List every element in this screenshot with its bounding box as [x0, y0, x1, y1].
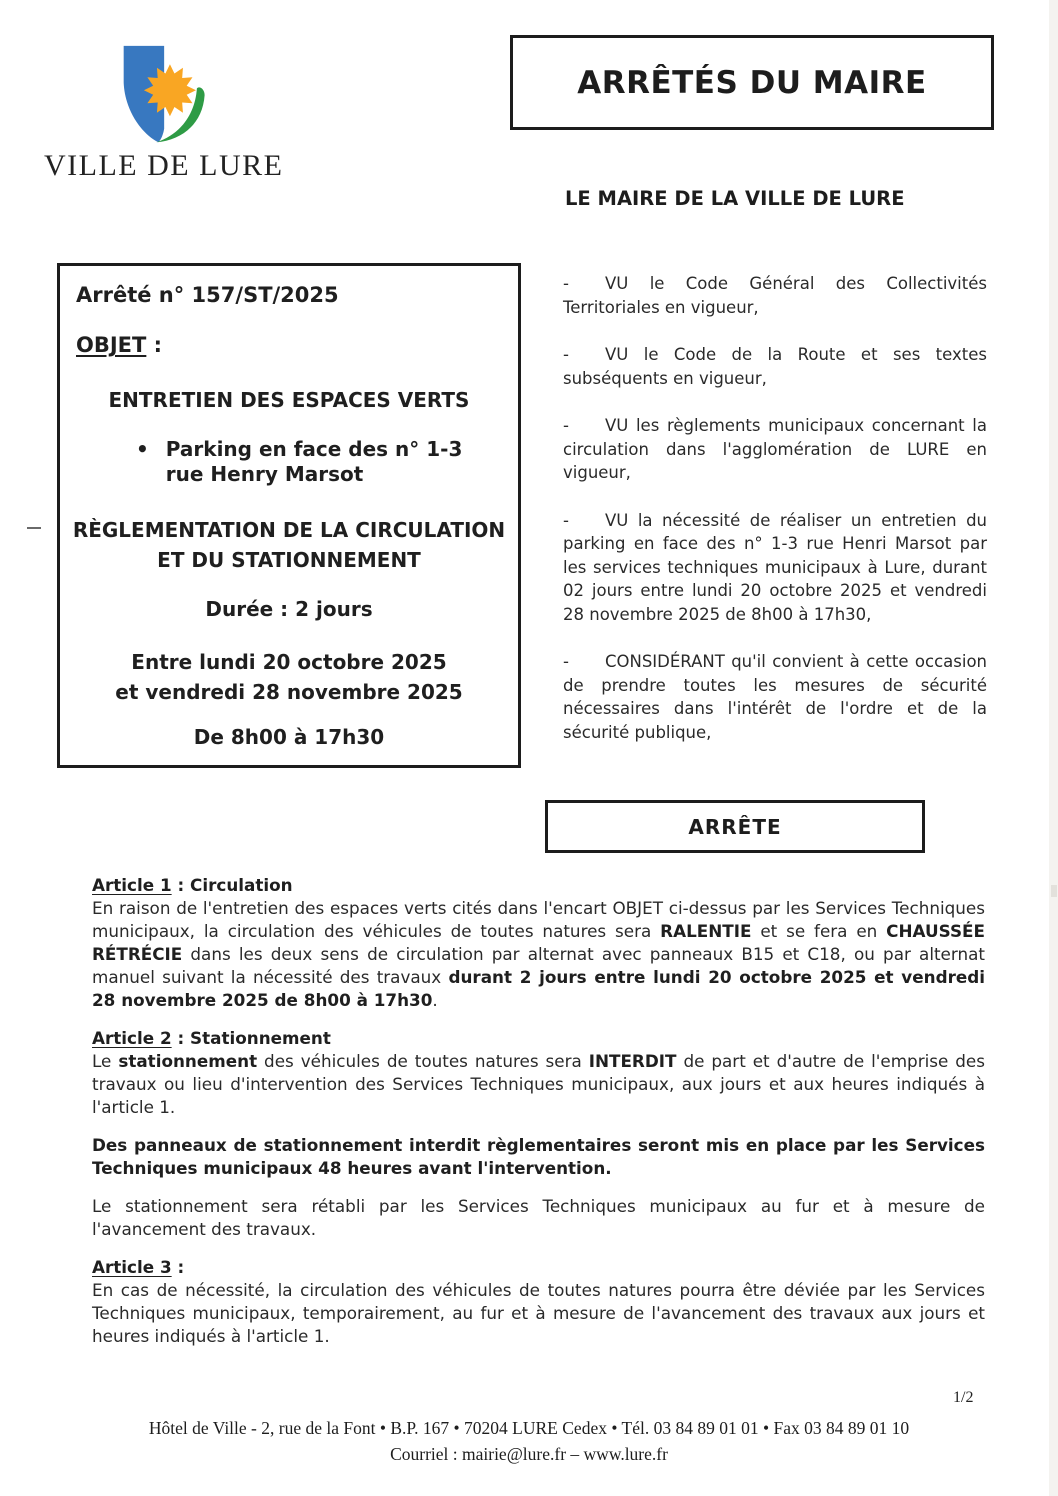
decree-location-item [136, 437, 476, 487]
footer-address-line: Hôtel de Ville - 2, rue de la Font • B.P. 167 • 70204 LURE Cedex • Tél. 03 84 89 01 01 • Fax 03 84 89 01 10 [148, 1418, 910, 1438]
scan-edge-band [1049, 0, 1058, 1496]
decree-duration: Durée : 2 jours [205, 597, 373, 621]
decree-hours: De 8h00 à 17h30 [193, 725, 385, 749]
page-number: 1/2 [953, 1389, 974, 1406]
decree-location-text: Parking en face des n° 1-3 rue Henry Marsot [165, 437, 463, 486]
articles-section [92, 874, 985, 1348]
document-subtitle: LE MAIRE DE LA VILLE DE LURE [565, 187, 905, 210]
decree-regulation-title: RÈGLEMENTATION DE LA CIRCULATION ET DU STATIONNEMENT [72, 518, 506, 572]
article3-heading: Article 3 : [92, 1257, 185, 1277]
document-title-box [510, 35, 994, 130]
decree-subject: ENTRETIEN DES ESPACES VERTS [108, 388, 470, 412]
recitals-column [563, 272, 987, 768]
article1-body: En raison de l'entretien des espaces verts cités dans l'encart OBJET ci-dessus par les Services Techniques municipaux, la circulation des véhicules de toutes natures sera RALENTIE et se fera en CHAUSSÉE RÉTRÉCIE dans les deux sens de circulation par alternat avec panneaux B15 et C18, ou par alternat manuel suivant la nécessité des travaux durant 2 jours entre lundi 20 octobre 2025 et vendredi 28 novembre 2025 de 8h00 à 17h30. [92, 898, 986, 1010]
recital-item: - VU le Code de la Route et ses textes subséquents en vigueur, [563, 345, 987, 388]
arrete-banner-box [545, 800, 925, 853]
scan-edge-tick [1051, 885, 1057, 897]
article3-body: En cas de nécessité, la circulation des véhicules de toutes natures pourra être déviée par les Services Techniques municipaux, temporairement, au fur et à mesure de l'avancement des travaux aux jours et heures indiqués à l'article 1. [92, 1280, 985, 1346]
recital-item: - CONSIDÉRANT qu'il convient à cette occasion de prendre toutes les mesures de sécurité nécessaires dans l'intérêt de l'ordre et de la sécurité publique, [563, 652, 987, 742]
article2-body: Le stationnement des véhicules de toutes natures sera INTERDIT de part et d'autre de l'emprise des travaux ou lieu d'intervention des Services Techniques municipaux, aux jours et aux heures indiqués à l'article 1. [92, 1051, 986, 1117]
decree-dates: Entre lundi 20 octobre 2025 et vendredi 28 novembre 2025 [115, 650, 463, 704]
bullet-icon: • [136, 437, 149, 461]
article2-heading: Article 2 : Stationnement [92, 1028, 331, 1048]
scan-margin-dash [27, 527, 41, 529]
decree-number: Arrêté n° 157/ST/2025 [76, 283, 339, 307]
decree-summary-box [57, 263, 521, 768]
brand-name: VILLE DE LURE [44, 149, 284, 182]
ville-de-lure-logo-icon [118, 44, 218, 150]
arrete-banner-label: ARRÊTE [688, 814, 782, 839]
article1-heading: Article 1 : Circulation [92, 875, 293, 895]
decree-object-label: OBJET : [76, 333, 163, 357]
article2-restore: Le stationnement sera rétabli par les Services Techniques municipaux au fur et à mesure de l'avancement des travaux. [92, 1196, 985, 1239]
recital-item: - VU le Code Général des Collectivités Territoriales en vigueur, [563, 274, 987, 317]
footer [0, 1415, 1058, 1467]
recital-item: - VU la nécessité de réaliser un entretien du parking en face des n° 1-3 rue Henri Marsot par les services techniques municipaux à Lure, durant 02 jours entre lundi 20 octobre 2025 et vendredi 28 novembre 2025 de 8h00 à 17h30, [563, 510, 987, 624]
recital-item: - VU les règlements municipaux concernant la circulation dans l'agglomération de LURE en vigueur, [563, 416, 987, 482]
document-title: ARRÊTÉS DU MAIRE [577, 64, 927, 101]
article2-notice: Des panneaux de stationnement interdit règlementaires seront mis en place par les Services Techniques municipaux 48 heures avant l'intervention. [92, 1135, 985, 1178]
footer-contact-line: Courriel : mairie@lure.fr – www.lure.fr [390, 1444, 668, 1464]
